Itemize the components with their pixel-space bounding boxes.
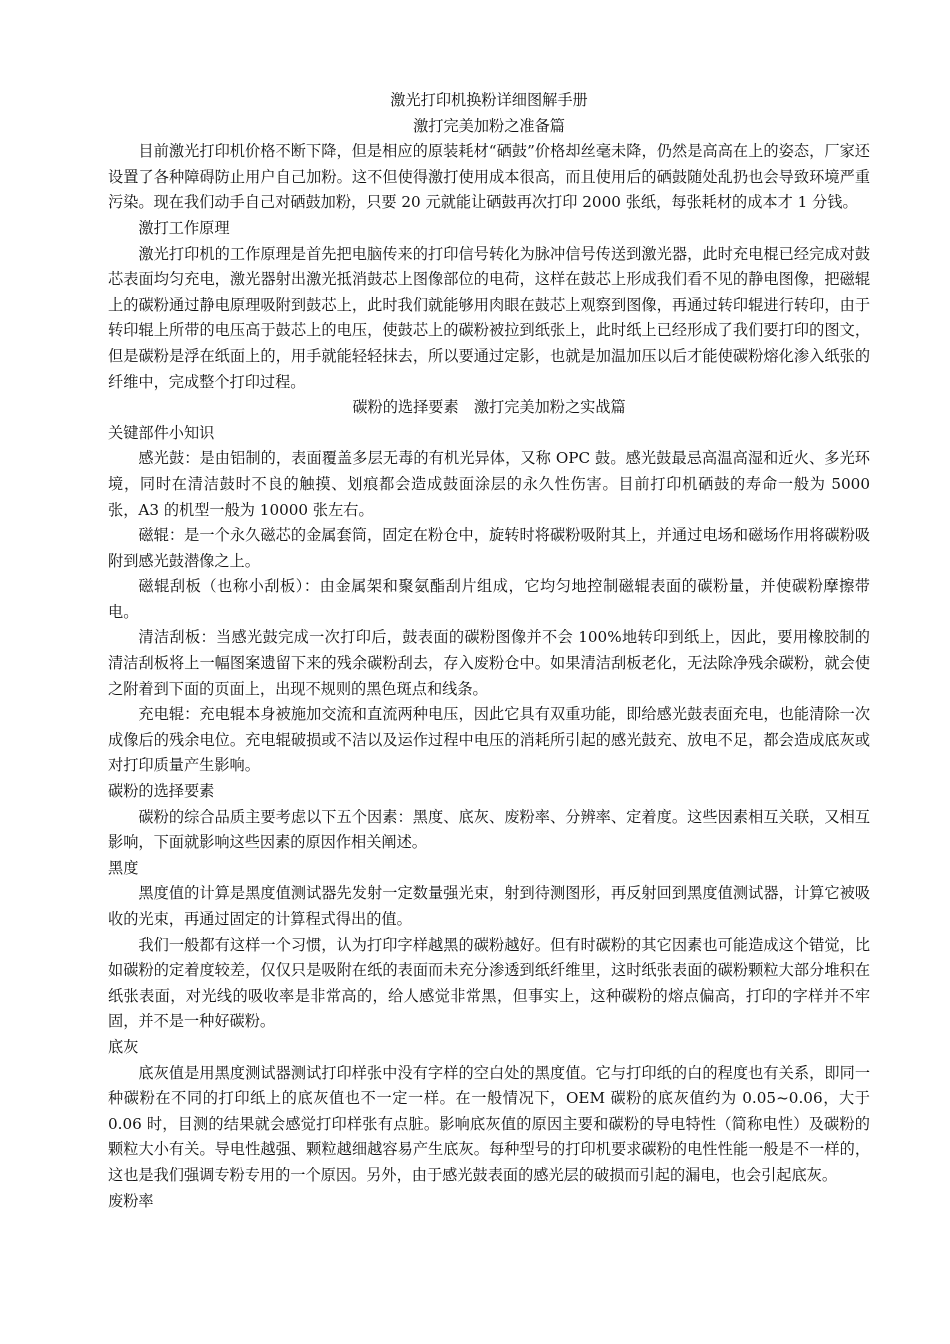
section-heading-practice: 碳粉的选择要素 激打完美加粉之实战篇	[352, 398, 626, 417]
document-subtitle: 激打完美加粉之准备篇	[413, 116, 565, 135]
toner-paragraph: 碳粉的综合品质主要考虑以下五个因素：黑度、底灰、废粉率、分辨率、定着度。这些因素相互关联，又相互影响，下面就影响这些因素的原因作相关阐述。	[108, 807, 870, 852]
document-page	[108, 88, 870, 1214]
section-heading-principle: 激打工作原理	[138, 218, 230, 237]
section-heading-background: 底灰	[108, 1037, 139, 1056]
blackness-paragraph-2: 我们一般都有这样一个习惯，认为打印字样越黑的碳粉越好。但有时碳粉的其它因素也可能造成这个错觉，比如碳粉的定着度较差，仅仅只是吸附在纸的表面而未充分渗透到纸纤维里，这时纸张表面的碳粉颗粒大部分堆积在纸张表面，对光线的吸收率是非常高的，给人感觉非常黑，但事实上，这种碳粉的熔点偏高，打印的字样并不牢固，并不是一种好碳粉。	[108, 935, 870, 1031]
parts-paragraph-drum: 感光鼓：是由铝制的，表面覆盖多层无毒的有机光异体，又称 OPC 鼓。感光鼓最忌高温高湿和近火、多光环境，同时在清洁鼓时不良的触摸、划痕都会造成鼓面涂层的永久性伤害。目前打印机硒鼓的寿命一般为 5000 张，A3 的机型一般为 10000 张左右。	[108, 449, 870, 519]
section-heading-toner: 碳粉的选择要素	[108, 782, 215, 801]
principle-paragraph: 激光打印机的工作原理是首先把电脑传来的打印信号转化为脉冲信号传送到激光器，此时充电棍已经完成对鼓芯表面均匀充电，激光器射出激光抵消鼓芯上图像部位的电荷，这样在鼓芯上形成我们看不见的静电图像，把磁辊上的碳粉通过静电原理吸附到鼓芯上，此时我们就能够用肉眼在鼓芯上观察到图像，再通过转印辊进行转印，由于转印辊上所带的电压高于鼓芯上的电压，使鼓芯上的碳粉被拉到纸张上，此时纸上已经形成了我们要打印的图文，但是碳粉是浮在纸面上的，用手就能轻轻抹去，所以要通过定影，也就是加温加压以后才能使碳粉熔化渗入纸张的纤维中，完成整个打印过程。	[108, 244, 870, 391]
background-paragraph: 底灰值是用黑度测试器测试打印样张中没有字样的空白处的黑度值。它与打印纸的白的程度也有关系，即同一种碳粉在不同的打印纸上的底灰值也不一定一样。在一般情况下，OEM 碳粉的底灰值约为 0.05~0.06，大于 0.06 时，目测的结果就会感觉打印样张有点脏。影响底灰值的原因主要和碳粉的导电特性（简称电性）及碳粉的颗粒大小有关。导电性越强、颗粒越细越容易产生底灰。每种型号的打印机要求碳粉的电性性能一般是不一样的，这也是我们强调专粉专用的一个原因。另外，由于感光鼓表面的感光层的破损而引起的漏电，也会引起底灰。	[108, 1063, 870, 1184]
section-heading-blackness: 黑度	[108, 858, 139, 877]
blackness-paragraph-1: 黑度值的计算是黑度值测试器先发射一定数量强光束，射到待测图形，再反射回到黑度值测试器，计算它被吸收的光束，再通过固定的计算程式得出的值。	[108, 884, 870, 928]
intro-paragraph: 目前激光打印机价格不断下降，但是相应的原装耗材“硒鼓”价格却丝毫未降，仍然是高高在上的姿态，厂家还设置了各种障碍防止用户自己加粉。这不但使得激打使用成本很高，而且使用后的硒鼓随处乱扔也会导致环境严重污染。现在我们动手自己对硒鼓加粉，只要 20 元就能让硒鼓再次打印 2000 张纸，每张耗材的成本才 1 分钱。	[108, 142, 870, 212]
parts-paragraph-magnetic-roller: 磁辊：是一个永久磁芯的金属套筒，固定在粉仓中，旋转时将碳粉吸附其上，并通过电场和磁场作用将碳粉吸附到感光鼓潜像之上。	[108, 526, 870, 570]
parts-paragraph-doctor-blade: 磁辊刮板（也称小刮板）：由金属架和聚氨酯刮片组成，它均匀地控制磁辊表面的碳粉量，并使碳粉摩擦带电。	[108, 577, 870, 621]
document-title: 激光打印机换粉详细图解手册	[390, 91, 588, 109]
section-heading-waste: 废粉率	[108, 1191, 154, 1210]
parts-paragraph-charge-roller: 充电辊：充电辊本身被施加交流和直流两种电压，因此它具有双重功能，即给感光鼓表面充电，也能清除一次成像后的残余电位。充电辊破损或不洁以及运作过程中电压的消耗所引起的感光鼓充、放电不足，都会造成底灰或对打印质量产生影响。	[108, 705, 870, 775]
parts-paragraph-cleaning-blade: 清洁刮板：当感光鼓完成一次打印后，鼓表面的碳粉图像并不会 100%地转印到纸上，因此，要用橡胶制的清洁刮板将上一幅图案遗留下来的残余碳粉刮去，存入废粉仓中。如果清洁刮板老化，无法除净残余碳粉，就会使之附着到下面的页面上，出现不规则的黑色斑点和线条。	[108, 628, 870, 698]
section-heading-parts: 关键部件小知识	[108, 423, 215, 442]
